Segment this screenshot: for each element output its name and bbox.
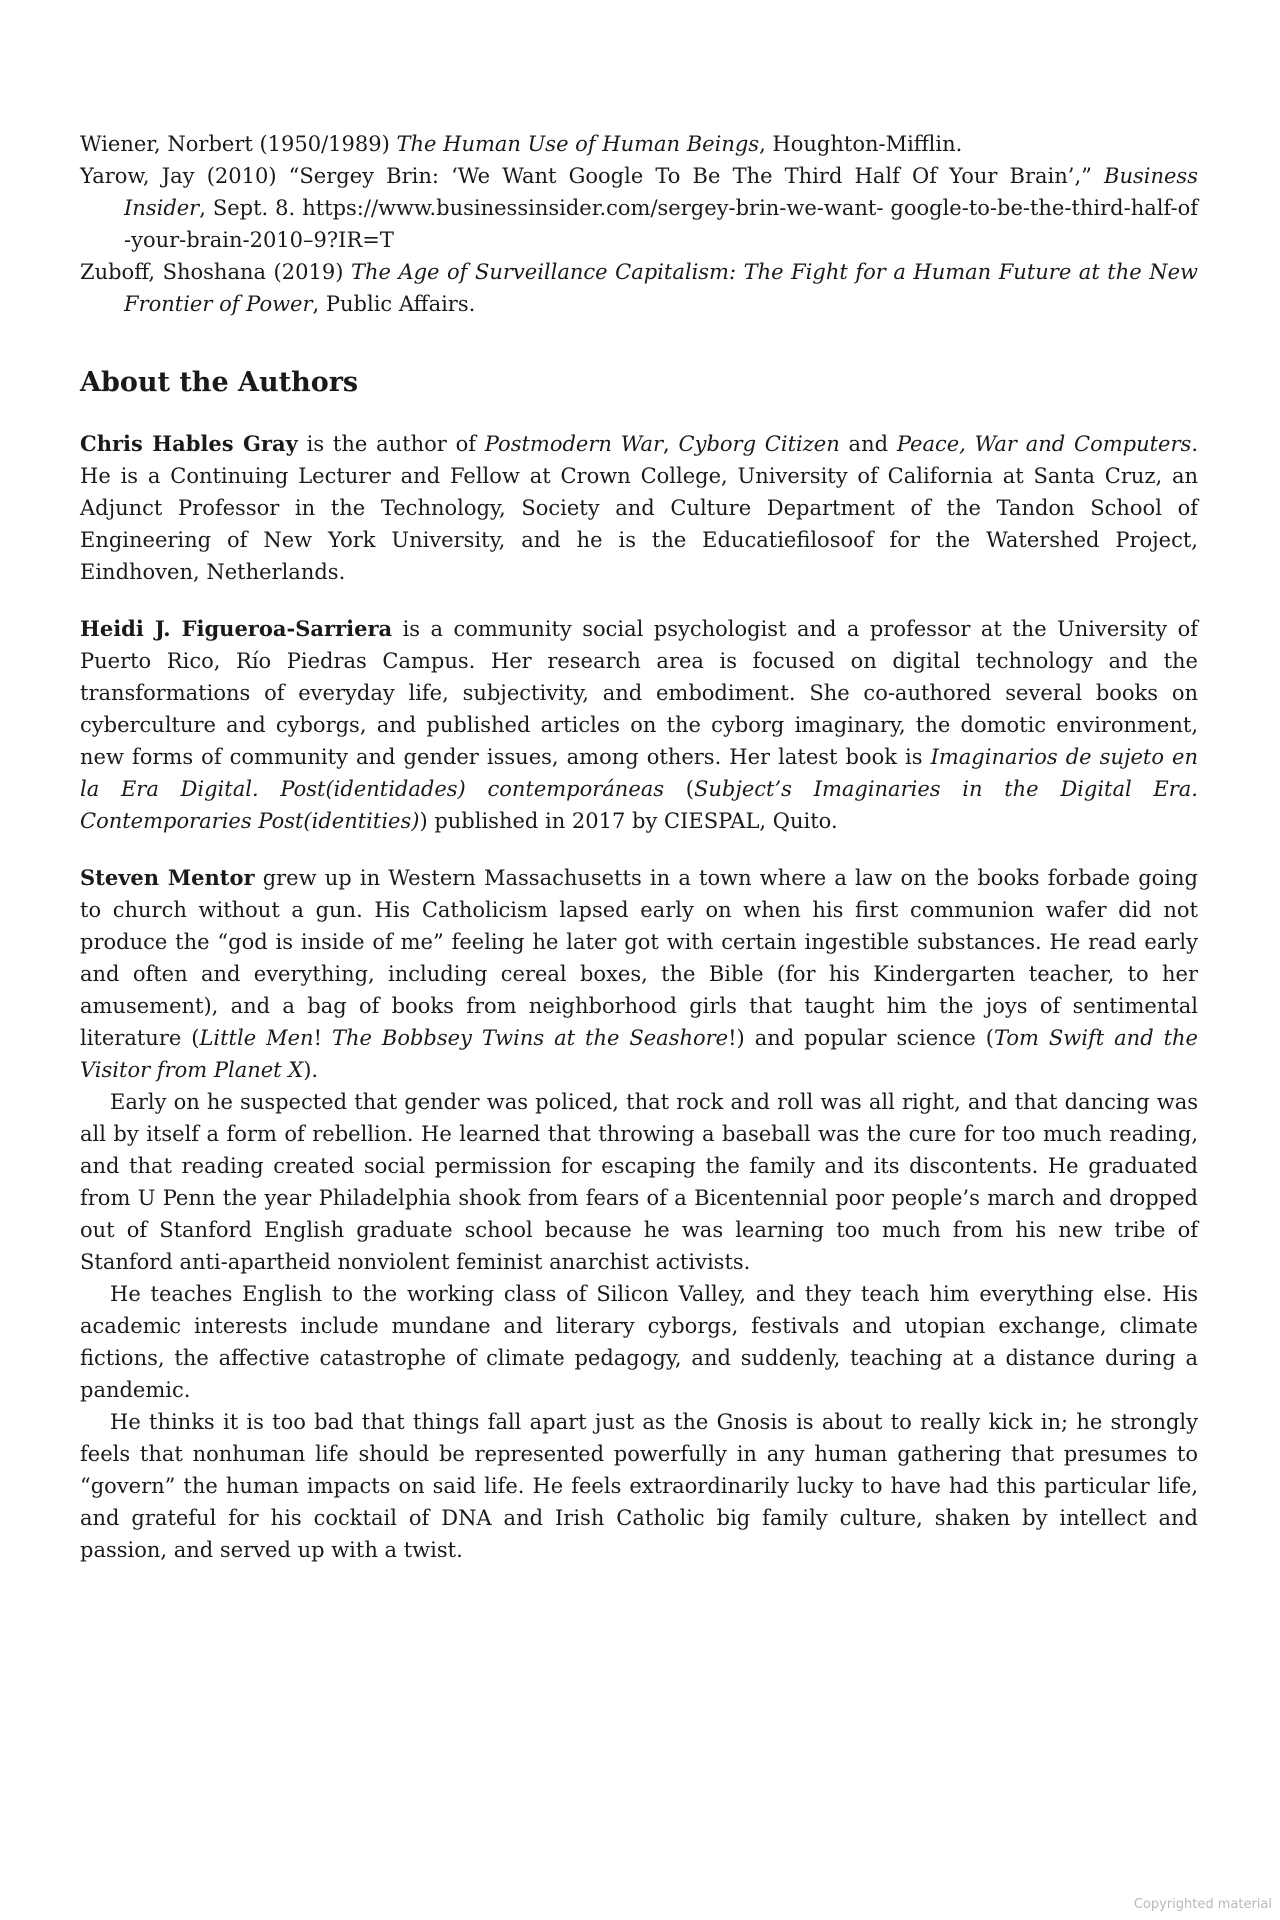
bio-text: and: [839, 432, 897, 456]
book-title: Cyborg Citizen: [678, 432, 840, 456]
reference-wiener: [80, 128, 1198, 160]
reference-list: [80, 128, 1198, 320]
author-name: Chris Hables Gray: [80, 431, 298, 456]
section-heading: About the Authors: [80, 367, 359, 398]
book-title: Little Men: [199, 1026, 314, 1050]
bio-text: !) and popular science (: [728, 1026, 994, 1050]
book-title: Peace, War and Computers: [896, 432, 1192, 456]
book-title: Postmodern War: [484, 432, 664, 456]
reference-url: https://www.businessinsider.com/sergey-brin-we-want- google-to-be-the-third-half-of-your-brain-2010–9?IR=T: [124, 196, 1199, 252]
book-title: Tom Swift and the Visitor from Planet X: [80, 1026, 1198, 1082]
bio-gray: [80, 428, 1198, 588]
bio-paragraph: [80, 428, 1198, 588]
book-title: The Bobbsey Twins at the Seashore: [331, 1026, 729, 1050]
book-title: Imaginarios de sujeto en la Era Digital. Post(identidades) contemporáneas: [80, 745, 1198, 801]
bio-text: is a community social psychologist and a professor at the University of Puerto Rico, Río Piedras Campus. Her research area is focused on digital technology and the transformations of everyday life, subjectivity, and embodiment. She co-authored several books on cyberculture and cyborgs, and published articles on the cyborg imaginary, the domotic environment, new forms of community and gender issues, among others. Her latest book is: [80, 617, 1198, 769]
bio-paragraph: [80, 613, 1198, 837]
reference-author: Yarow, Jay (2010) “Sergey Brin: ‘We Want Google To Be The Third Half Of Your Brain’,”: [80, 164, 1105, 188]
reference-publisher: , Public Affairs.: [312, 292, 476, 316]
author-name: Steven Mentor: [80, 865, 255, 890]
page-body: [80, 128, 1198, 1591]
reference-zuboff: [80, 256, 1198, 320]
reference-date: , Sept. 8.: [199, 196, 303, 220]
bio-figueroa: [80, 613, 1198, 837]
bio-text: (: [664, 777, 694, 801]
bio-mentor: [80, 862, 1198, 1566]
author-name: Heidi J. Figueroa-Sarriera: [80, 616, 393, 641]
bio-paragraph: Early on he suspected that gender was policed, that rock and roll was all right, and that dancing was all by itself a form of rebellion. He learned that throwing a baseball was the cure for too much reading, and that reading created social permission for escaping the family and its discontents. He graduated from U Penn the year Philadelphia shook from fears of a Bicentennial poor people’s march and dropped out of Stanford English graduate school because he was learning too much from his new tribe of Stanford anti-apartheid nonviolent feminist anarchist activists.: [80, 1090, 1198, 1274]
bio-paragraph: [80, 862, 1198, 1086]
reference-title: Business Insider: [124, 164, 1198, 220]
reference-publisher: , Houghton-Mifflin.: [759, 132, 963, 156]
book-title: Subject’s Imaginaries in the Digital Era. Contemporaries Post(identities): [80, 777, 1198, 833]
bio-text: ) published in 2017 by CIESPAL, Quito.: [419, 809, 838, 833]
bio-text: ,: [663, 432, 679, 456]
bio-text: is the author of: [297, 432, 485, 456]
bio-text: ).: [303, 1058, 319, 1082]
reference-author: Wiener, Norbert (1950/1989): [80, 132, 397, 156]
reference-title: The Human Use of Human Beings: [396, 132, 760, 156]
bio-text: grew up in Western Massachusetts in a town where a law on the books forbade going to church without a gun. His Catholicism lapsed early on when his first communion wafer did not produce the “god is inside of me” feeling he later got with certain ingestible substances. He read early and often and everything, including cereal boxes, the Bible (for his Kindergarten teacher, to her amusement), and a bag of books from neighborhood girls that taught him the joys of sentimental literature (: [80, 866, 1198, 1050]
bio-text: . He is a Continuing Lecturer and Fellow at Crown College, University of California at Santa Cruz, an Adjunct Professor in the Technology, Society and Culture Department of the Tandon School of Engineering of New York University, and he is the Educatiefilosoof for the Watershed Project, Eindhoven, Netherlands.: [80, 432, 1198, 584]
reference-yarow: [80, 160, 1198, 256]
reference-author: Zuboff, Shoshana (2019): [80, 260, 351, 284]
reference-title: The Age of Surveillance Capitalism: The Fight for a Human Future at the New Frontier of Power: [124, 260, 1199, 316]
bio-paragraph: He teaches English to the working class of Silicon Valley, and they teach him everything else. His academic interests include mundane and literary cyborgs, festivals and utopian exchange, climate fictions, the affective catastrophe of climate pedagogy, and suddenly, teaching at a distance during a pandemic.: [80, 1282, 1198, 1402]
bio-paragraph: He thinks it is too bad that things fall apart just as the Gnosis is about to really kick in; he strongly feels that nonhuman life should be represented powerfully in any human gathering that presumes to “govern” the human impacts on said life. He feels extraordinarily lucky to have had this particular life, and grateful for his cocktail of DNA and Irish Catholic big family culture, shaken by intellect and passion, and served up with a twist.: [80, 1410, 1198, 1562]
copyright-watermark: Copyrighted material: [1133, 1897, 1272, 1912]
bio-text: !: [313, 1026, 332, 1050]
